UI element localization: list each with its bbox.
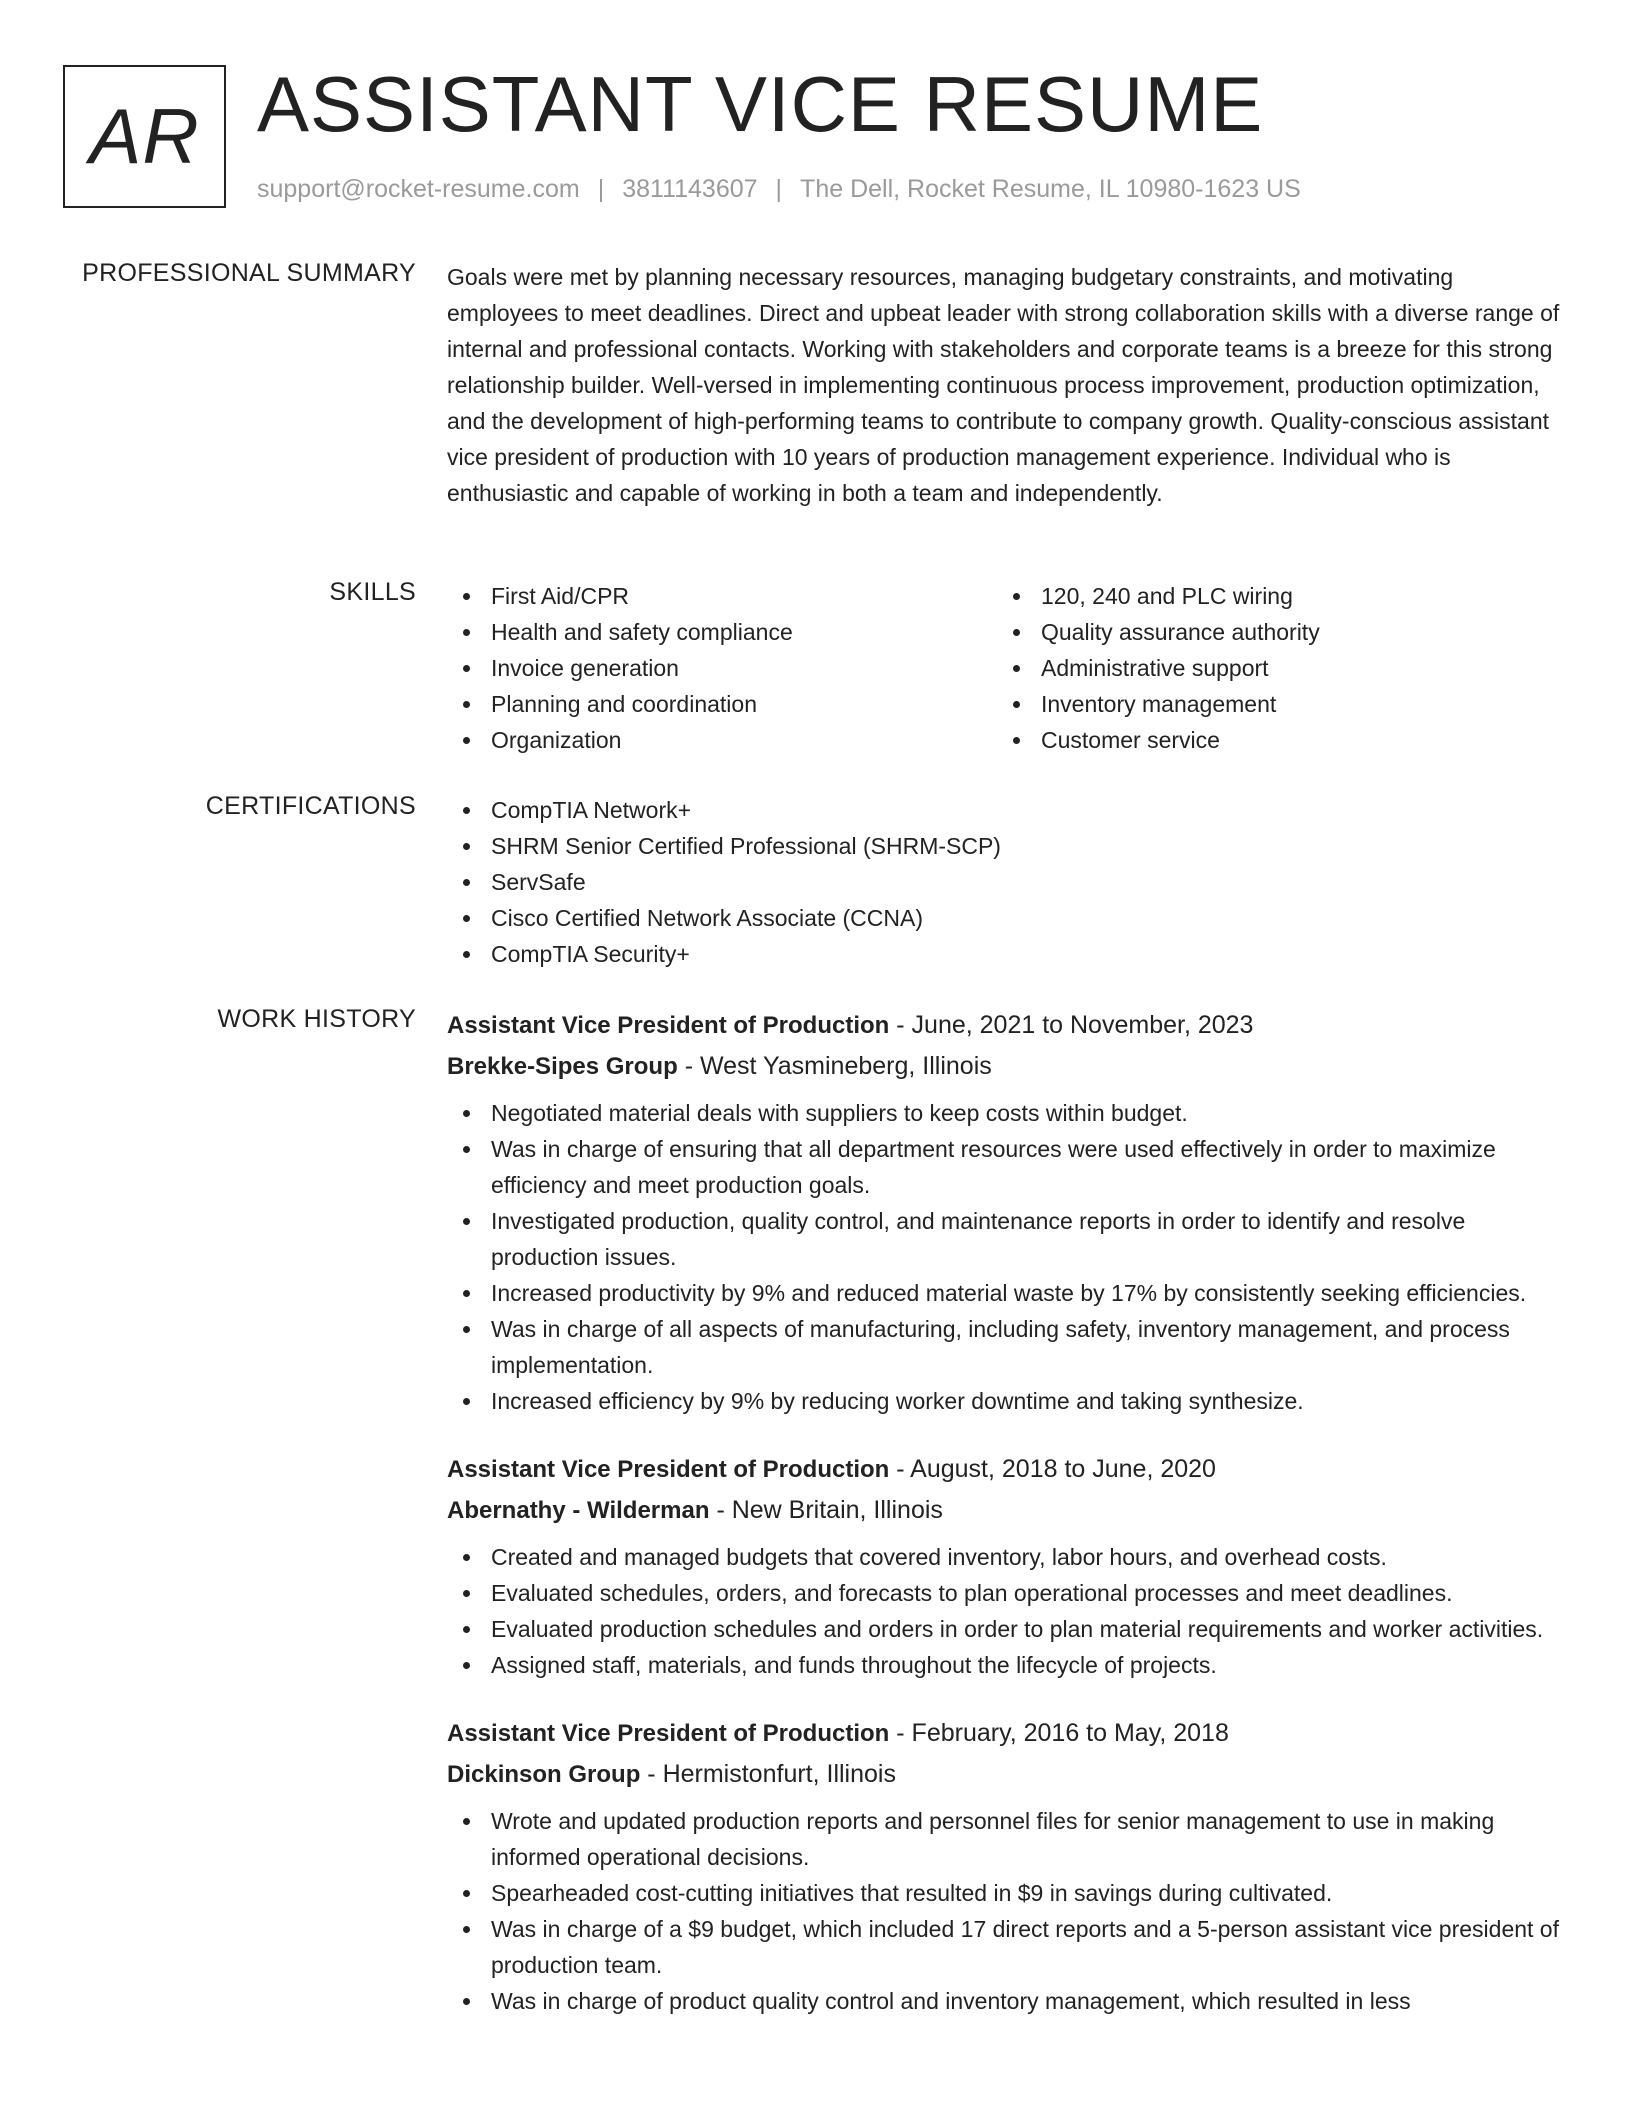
job-bullets	[447, 1539, 1562, 1683]
section-label-skills: SKILLS	[329, 578, 416, 606]
job-bullet: Was in charge of a $9 budget, which included 17 direct reports and a 5-person assistant vice president of production team.	[447, 1911, 1562, 1983]
skill-item: First Aid/CPR	[447, 578, 997, 614]
monogram-box	[63, 65, 226, 208]
job-bullet: Investigated production, quality control, and maintenance reports in order to identify and resolve production issues.	[447, 1203, 1562, 1275]
job-entry	[447, 1713, 1562, 2019]
job-company-line	[447, 1490, 1562, 1531]
certification-item: Cisco Certified Network Associate (CCNA)	[447, 900, 1562, 936]
skill-item: Quality assurance authority	[997, 614, 1547, 650]
skill-item: Customer service	[997, 722, 1547, 758]
certification-item: CompTIA Security+	[447, 936, 1562, 972]
job-title: Assistant Vice President of Production	[447, 1456, 890, 1483]
certification-item: SHRM Senior Certified Professional (SHRM-SCP)	[447, 828, 1562, 864]
skill-item: Administrative support	[997, 650, 1547, 686]
job-company-line	[447, 1754, 1562, 1795]
job-dates: - February, 2016 to May, 2018	[889, 1719, 1229, 1747]
job-company: Abernathy - Wilderman	[447, 1497, 710, 1524]
job-bullet: Increased productivity by 9% and reduced material waste by 17% by consistently seeking efficiencies.	[447, 1275, 1562, 1311]
monogram-initials: AR	[89, 92, 200, 180]
certification-item: ServSafe	[447, 864, 1562, 900]
job-bullet: Wrote and updated production reports and personnel files for senior management to use in making informed operational decisions.	[447, 1803, 1562, 1875]
job-location: - Hermistonfurt, Illinois	[640, 1760, 896, 1788]
certification-item: CompTIA Network+	[447, 792, 1562, 828]
skills-list-left	[447, 578, 997, 758]
section-label-summary: PROFESSIONAL SUMMARY	[82, 259, 416, 287]
job-bullet: Created and managed budgets that covered inventory, labor hours, and overhead costs.	[447, 1539, 1562, 1575]
skill-item: Health and safety compliance	[447, 614, 997, 650]
skills-list-right	[997, 578, 1547, 758]
contact-separator: |	[775, 175, 783, 203]
summary-text: Goals were met by planning necessary resources, managing budgetary constraints, and motivating employees to meet deadlines. Direct and upbeat leader with strong collaboration skills with a diverse range of internal and professional contacts. Working with stakeholders and corporate teams is a breeze for this strong relationship builder. Well-versed in implementing continuous process improvement, production optimization, and the development of high-performing teams to contribute to company growth. Quality-conscious assistant vice president of production with 10 years of production management experience. Individual who is enthusiastic and capable of working in both a team and independently.	[447, 264, 1560, 506]
resume-header	[63, 60, 1563, 215]
job-bullets	[447, 1803, 1562, 2019]
job-company: Dickinson Group	[447, 1761, 641, 1788]
job-bullet: Was in charge of all aspects of manufacturing, including safety, inventory management, and process implementation.	[447, 1311, 1562, 1383]
skill-item: Organization	[447, 722, 997, 758]
job-location: - West Yasmineberg, Illinois	[677, 1052, 992, 1080]
job-entry	[447, 1449, 1562, 1683]
section-label-certifications: CERTIFICATIONS	[205, 792, 416, 820]
job-bullet: Evaluated production schedules and orders in order to plan material requirements and worker activities.	[447, 1611, 1562, 1647]
job-bullet: Assigned staff, materials, and funds throughout the lifecycle of projects.	[447, 1647, 1562, 1683]
contact-separator: |	[597, 175, 605, 203]
job-bullet: Evaluated schedules, orders, and forecasts to plan operational processes and meet deadlines.	[447, 1575, 1562, 1611]
job-title-line	[447, 1005, 1562, 1046]
job-title: Assistant Vice President of Production	[447, 1720, 890, 1747]
contact-address: The Dell, Rocket Resume, IL 10980-1623 US	[800, 175, 1301, 203]
job-entry	[447, 1005, 1562, 1419]
job-title-line	[447, 1713, 1562, 1754]
job-location: - New Britain, Illinois	[709, 1496, 943, 1524]
skill-item: Invoice generation	[447, 650, 997, 686]
job-company-line	[447, 1046, 1562, 1087]
certifications-list	[447, 792, 1562, 972]
job-title: Assistant Vice President of Production	[447, 1012, 890, 1039]
section-label-work-history: WORK HISTORY	[217, 1005, 416, 1033]
job-bullets	[447, 1095, 1562, 1419]
job-title-line	[447, 1449, 1562, 1490]
job-bullet: Was in charge of product quality control and inventory management, which resulted in less	[447, 1983, 1562, 2019]
contact-email: support@rocket-resume.com	[257, 175, 580, 203]
skill-item: Inventory management	[997, 686, 1547, 722]
job-dates: - August, 2018 to June, 2020	[889, 1455, 1216, 1483]
resume-title: ASSISTANT VICE RESUME	[257, 60, 1264, 148]
job-bullet: Spearheaded cost-cutting initiatives that resulted in $9 in savings during cultivated.	[447, 1875, 1562, 1911]
job-bullet: Increased efficiency by 9% by reducing worker downtime and taking synthesize.	[447, 1383, 1562, 1419]
contact-line	[257, 175, 1301, 204]
job-bullet: Was in charge of ensuring that all department resources were used effectively in order to maximize efficiency and meet production goals.	[447, 1131, 1562, 1203]
skill-item: Planning and coordination	[447, 686, 997, 722]
job-company: Brekke-Sipes Group	[447, 1053, 678, 1080]
job-bullet: Negotiated material deals with suppliers to keep costs within budget.	[447, 1095, 1562, 1131]
skill-item: 120, 240 and PLC wiring	[997, 578, 1547, 614]
contact-phone: 3811143607	[622, 175, 758, 203]
job-dates: - June, 2021 to November, 2023	[889, 1011, 1254, 1039]
